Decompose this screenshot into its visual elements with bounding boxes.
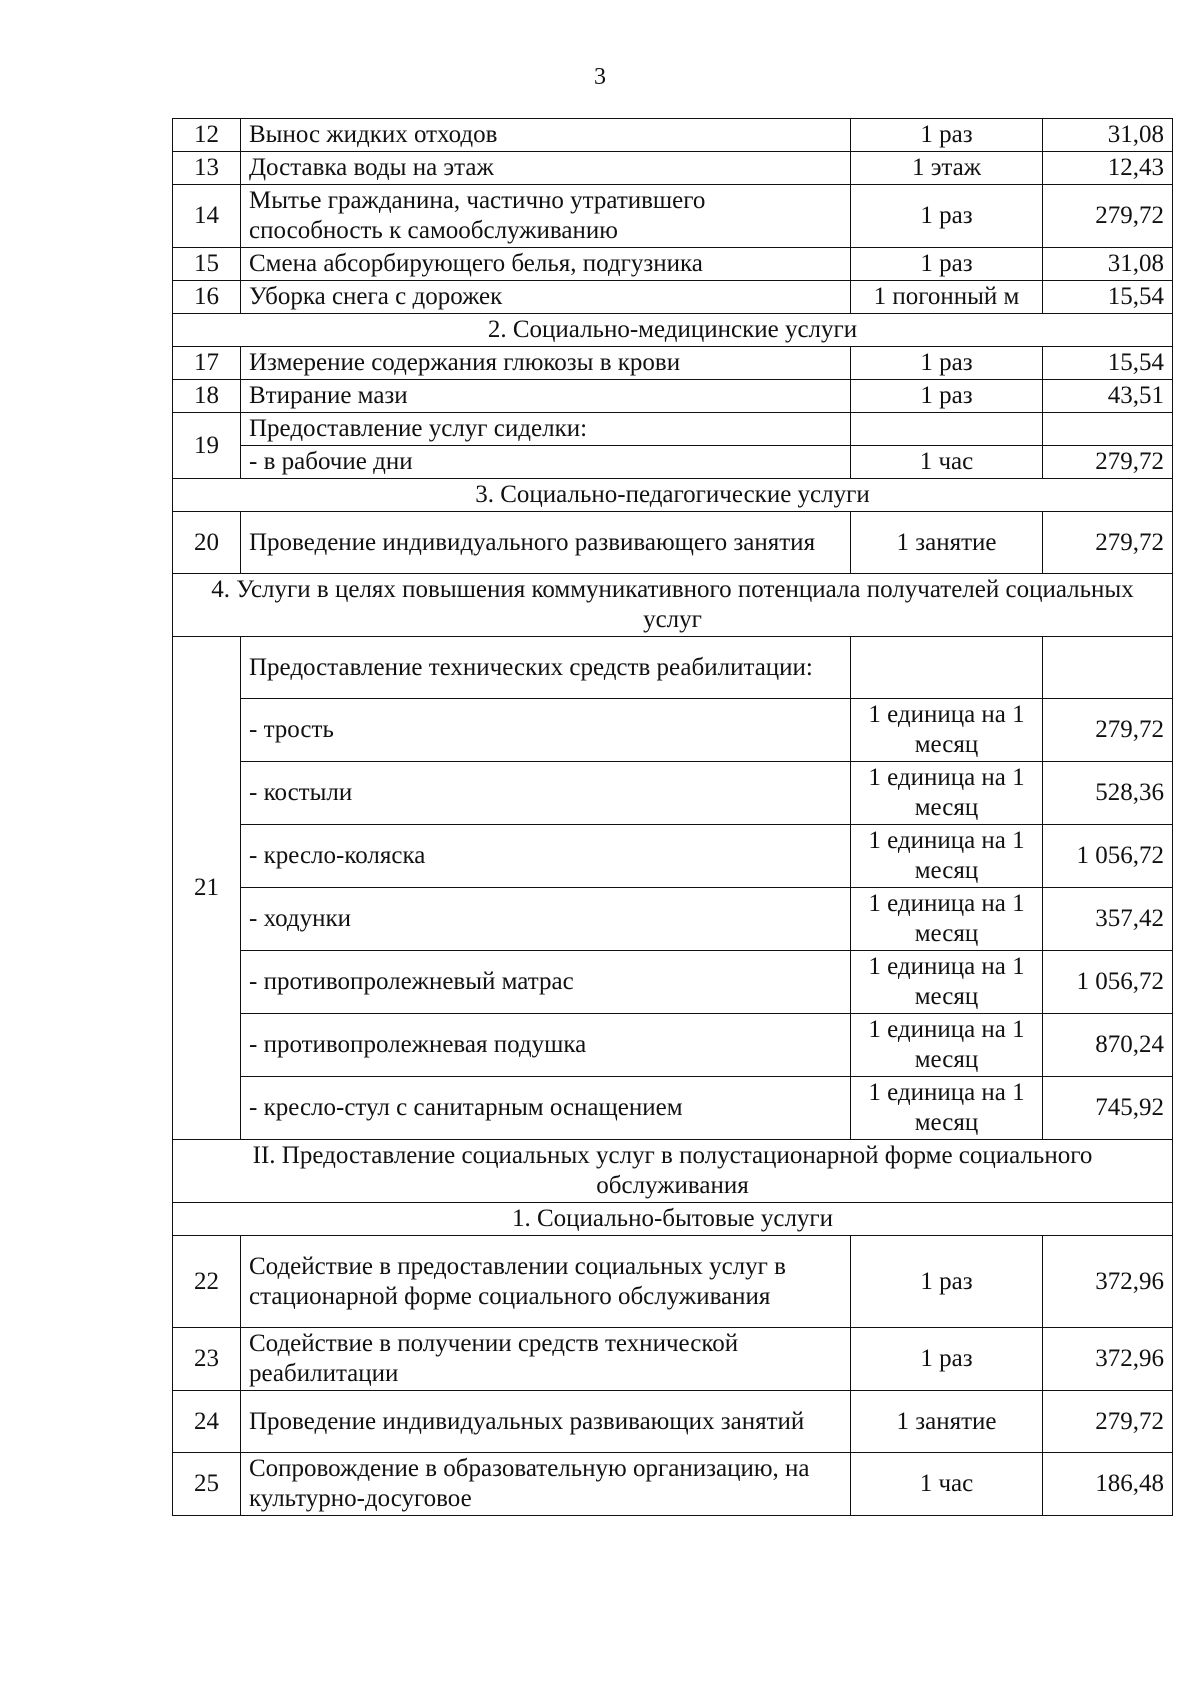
unit-of-measure: 1 занятие <box>851 512 1043 574</box>
unit-of-measure: 1 час <box>851 1453 1043 1516</box>
row-number: 17 <box>173 347 241 380</box>
service-name: Предоставление технических средств реабилитации: <box>241 637 851 699</box>
service-subitem: - противопролежневый матрас <box>241 951 851 1014</box>
table-row <box>173 380 1173 413</box>
row-number: 20 <box>173 512 241 574</box>
service-name: Уборка снега с дорожек <box>241 281 851 314</box>
service-subitem: - кресло-коляска <box>241 825 851 888</box>
row-number: 14 <box>173 185 241 248</box>
unit-of-measure: 1 единица на 1 месяц <box>851 825 1043 888</box>
section-heading-household: 1. Социально-бытовые услуги <box>173 1203 1173 1236</box>
section-heading-communicative: 4. Услуги в целях повышения коммуникативного потенциала получателей социальных услуг <box>173 574 1173 637</box>
unit-of-measure: 1 единица на 1 месяц <box>851 1014 1043 1077</box>
price: 357,42 <box>1043 888 1173 951</box>
service-name: Измерение содержания глюкозы в крови <box>241 347 851 380</box>
table-row <box>173 119 1173 152</box>
table-row <box>173 825 1173 888</box>
unit-of-measure: 1 раз <box>851 185 1043 248</box>
row-number: 15 <box>173 248 241 281</box>
row-number: 18 <box>173 380 241 413</box>
unit-of-measure <box>851 637 1043 699</box>
table-row <box>173 185 1173 248</box>
section-row <box>173 1140 1173 1203</box>
service-subitem: - костыли <box>241 762 851 825</box>
table-row <box>173 248 1173 281</box>
section-heading-pedagogical: 3. Социально-педагогические услуги <box>173 479 1173 512</box>
section-heading-medical: 2. Социально-медицинские услуги <box>173 314 1173 347</box>
table-row <box>173 888 1173 951</box>
unit-of-measure: 1 час <box>851 446 1043 479</box>
service-name: Проведение индивидуальных развивающих занятий <box>241 1391 851 1453</box>
service-subitem: - трость <box>241 699 851 762</box>
service-name: Сопровождение в образовательную организацию, на культурно-досуговое <box>241 1453 851 1516</box>
service-name: Вынос жидких отходов <box>241 119 851 152</box>
row-number: 16 <box>173 281 241 314</box>
unit-of-measure: 1 раз <box>851 380 1043 413</box>
price: 186,48 <box>1043 1453 1173 1516</box>
table-row <box>173 446 1173 479</box>
unit-of-measure: 1 раз <box>851 248 1043 281</box>
row-number: 25 <box>173 1453 241 1516</box>
table-row <box>173 1328 1173 1391</box>
unit-of-measure: 1 занятие <box>851 1391 1043 1453</box>
price: 15,54 <box>1043 281 1173 314</box>
service-name: Проведение индивидуального развивающего занятия <box>241 512 851 574</box>
price: 1 056,72 <box>1043 825 1173 888</box>
unit-of-measure: 1 единица на 1 месяц <box>851 762 1043 825</box>
unit-of-measure: 1 раз <box>851 119 1043 152</box>
service-name: Предоставление услуг сиделки: <box>241 413 851 446</box>
table-row <box>173 1236 1173 1328</box>
unit-of-measure: 1 единица на 1 месяц <box>851 1077 1043 1140</box>
unit-of-measure: 1 единица на 1 месяц <box>851 888 1043 951</box>
table-row <box>173 1014 1173 1077</box>
row-number: 19 <box>173 413 241 479</box>
section-row <box>173 314 1173 347</box>
table-row <box>173 347 1173 380</box>
unit-of-measure: 1 единица на 1 месяц <box>851 951 1043 1014</box>
section-row <box>173 1203 1173 1236</box>
service-name: Содействие в получении средств технической реабилитации <box>241 1328 851 1391</box>
service-subitem: - противопролежневая подушка <box>241 1014 851 1077</box>
price: 745,92 <box>1043 1077 1173 1140</box>
unit-of-measure: 1 этаж <box>851 152 1043 185</box>
unit-of-measure: 1 погонный м <box>851 281 1043 314</box>
service-subitem: - в рабочие дни <box>241 446 851 479</box>
price: 31,08 <box>1043 248 1173 281</box>
price: 279,72 <box>1043 512 1173 574</box>
price-table-body <box>173 119 1173 1516</box>
table-row <box>173 637 1173 699</box>
price: 15,54 <box>1043 347 1173 380</box>
price: 279,72 <box>1043 446 1173 479</box>
table-row <box>173 951 1173 1014</box>
table-row <box>173 1077 1173 1140</box>
unit-of-measure: 1 раз <box>851 347 1043 380</box>
row-number: 23 <box>173 1328 241 1391</box>
row-number: 13 <box>173 152 241 185</box>
price: 372,96 <box>1043 1236 1173 1328</box>
row-number: 22 <box>173 1236 241 1328</box>
row-number: 21 <box>173 637 241 1140</box>
service-name: Содействие в предоставлении социальных услуг в стационарной форме социального обслуживания <box>241 1236 851 1328</box>
price: 31,08 <box>1043 119 1173 152</box>
section-heading-semistationary: II. Предоставление социальных услуг в полустационарной форме социального обслуживания <box>173 1140 1173 1203</box>
table-row <box>173 413 1173 446</box>
page-number: 3 <box>594 64 606 90</box>
row-number: 12 <box>173 119 241 152</box>
price: 12,43 <box>1043 152 1173 185</box>
table-row <box>173 762 1173 825</box>
price <box>1043 413 1173 446</box>
price: 870,24 <box>1043 1014 1173 1077</box>
price: 528,36 <box>1043 762 1173 825</box>
table-row <box>173 512 1173 574</box>
table-row <box>173 152 1173 185</box>
price: 279,72 <box>1043 1391 1173 1453</box>
service-name: Доставка воды на этаж <box>241 152 851 185</box>
table-row <box>173 1391 1173 1453</box>
row-number: 24 <box>173 1391 241 1453</box>
service-name: Мытье гражданина, частично утратившего способность к самообслуживанию <box>241 185 851 248</box>
unit-of-measure: 1 раз <box>851 1236 1043 1328</box>
service-subitem: - ходунки <box>241 888 851 951</box>
unit-of-measure: 1 единица на 1 месяц <box>851 699 1043 762</box>
service-name: Смена абсорбирующего белья, подгузника <box>241 248 851 281</box>
table-row <box>173 1453 1173 1516</box>
price-table <box>172 118 1173 1516</box>
price: 43,51 <box>1043 380 1173 413</box>
table-row <box>173 281 1173 314</box>
price: 279,72 <box>1043 699 1173 762</box>
unit-of-measure: 1 раз <box>851 1328 1043 1391</box>
section-row <box>173 574 1173 637</box>
unit-of-measure <box>851 413 1043 446</box>
price: 1 056,72 <box>1043 951 1173 1014</box>
service-subitem: - кресло-стул с санитарным оснащением <box>241 1077 851 1140</box>
service-name: Втирание мази <box>241 380 851 413</box>
section-row <box>173 479 1173 512</box>
price: 372,96 <box>1043 1328 1173 1391</box>
table-row <box>173 699 1173 762</box>
price: 279,72 <box>1043 185 1173 248</box>
price <box>1043 637 1173 699</box>
